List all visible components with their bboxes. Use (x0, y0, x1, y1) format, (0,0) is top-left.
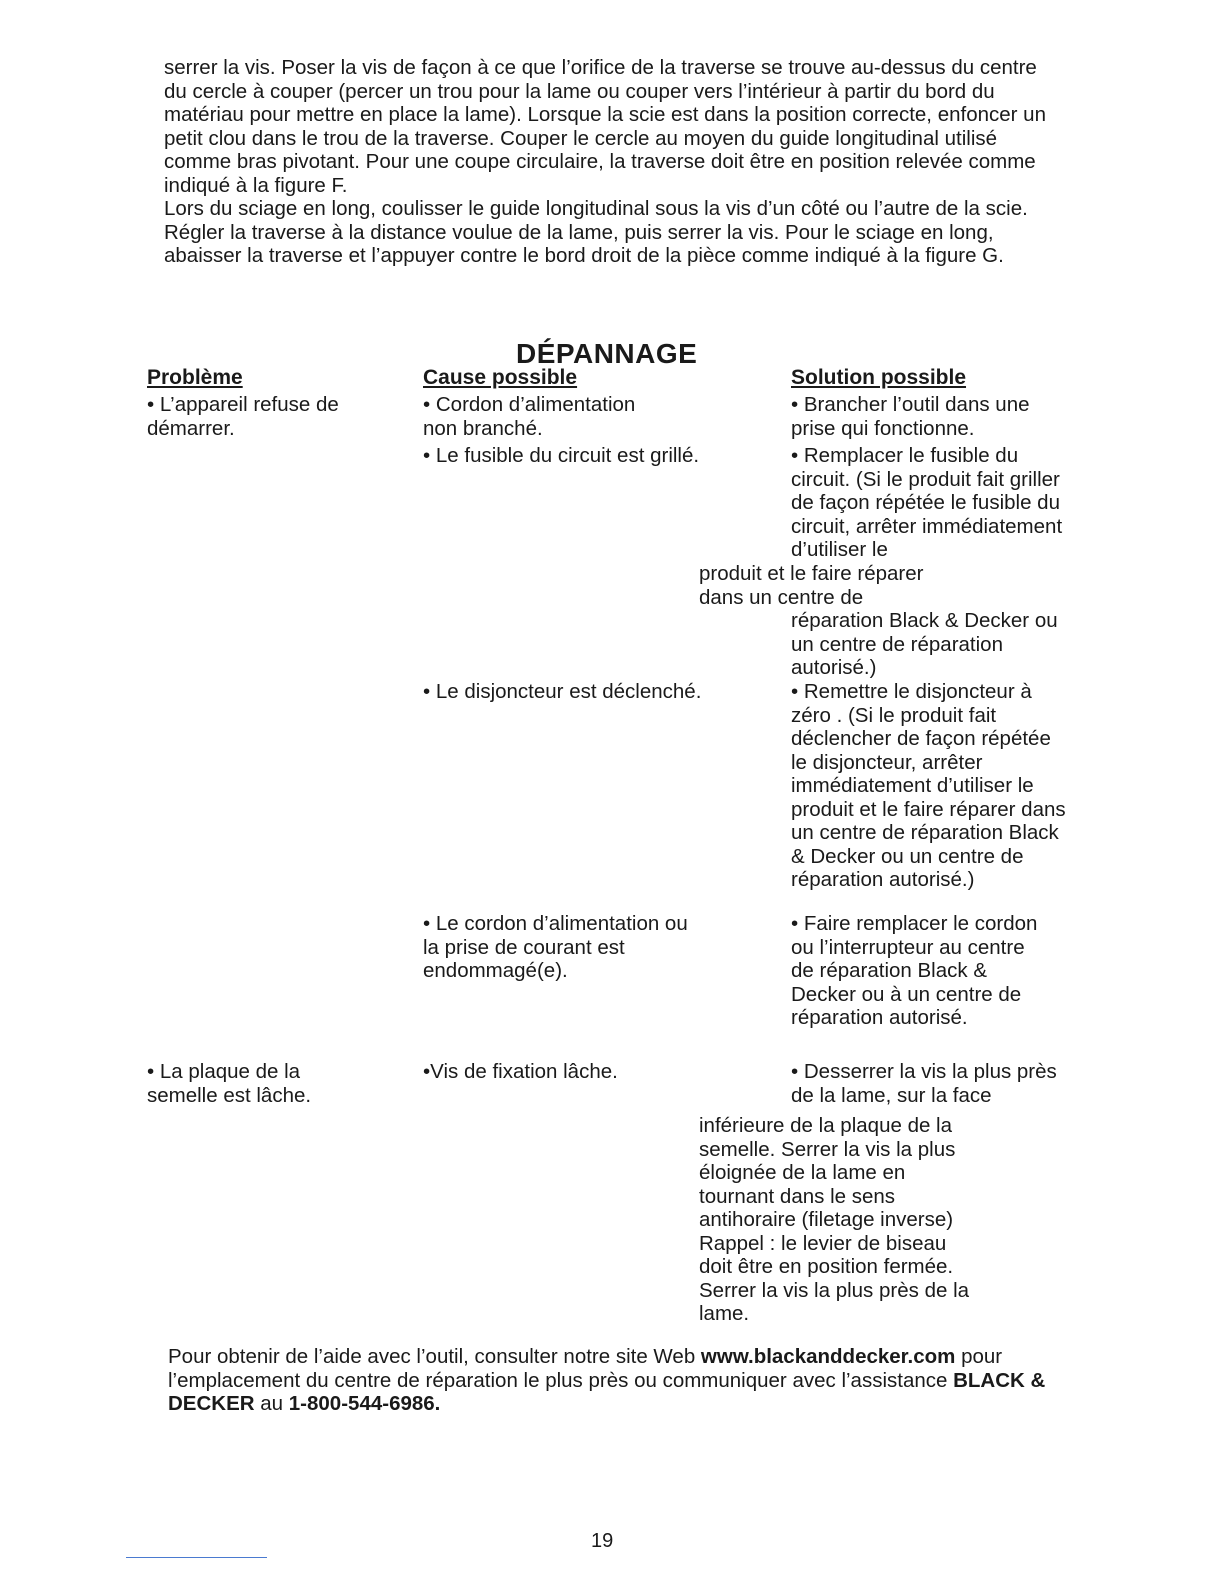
phone-number: 1-800-544-6986. (288, 1392, 441, 1415)
footer-help-text (168, 1345, 1048, 1416)
page-number: 19 (591, 1530, 614, 1552)
brand-name: BLACK & DECKER (168, 1368, 1046, 1415)
solution-item: • Remplacer le fusible du circuit. (Si le produit fait griller de façon répétée le fusible du circuit, arrêter immédiatement d’utiliser le (791, 444, 1063, 561)
footer-rule (126, 1557, 267, 1558)
solution-item: • Faire remplacer le cordon ou l’interrupteur au centre de réparation Black & Decker ou à un centre de réparation autorisé. (791, 912, 1038, 1029)
footer-text: Pour obtenir de l’aide avec l’outil, consulter notre site Web (168, 1345, 701, 1368)
cause-item: • Le fusible du circuit est grillé. (423, 444, 700, 467)
solution-item-continued: réparation Black & Decker ou un centre de réparation autorisé.) (791, 609, 1058, 679)
cause-item: • Le disjoncteur est déclenché. (423, 680, 702, 703)
footer-text: pour l’emplacement du centre de réparation le plus près ou communiquer avec l’assistance (168, 1345, 1003, 1392)
solution-item: • Brancher l’outil dans une prise qui fonctionne. (791, 393, 1030, 440)
column-header-solution: Solution possible (791, 366, 967, 389)
column-header-problem: Problème (147, 366, 243, 389)
cause-item: • Cordon d’alimentation non branché. (423, 393, 636, 440)
problem-item: • La plaque de la semelle est lâche. (147, 1060, 312, 1107)
intro-text (164, 56, 1064, 268)
solution-item-continued: produit et le faire réparer dans un centre de (699, 562, 924, 609)
footer-text: au (254, 1392, 289, 1415)
intro-paragraph-1: serrer la vis. Poser la vis de façon à ce que l’orifice de la traverse se trouve au-dessus du centre du cercle à couper (percer un trou pour la lame ou couper vers l’intérieur à partir du bord du matériau pour mettre en place la lame). Lorsque la scie est dans la position correcte, enfoncer un petit clou dans le trou de la traverse. Couper le cercle au moyen du guide longitudinal utilisé comme bras pivotant. Pour une coupe circulaire, la traverse doit être en position relevée comme indiqué à la figure F. (164, 56, 1046, 197)
intro-paragraph-2: Lors du sciage en long, coulisser le guide longitudinal sous la vis d’un côté ou l’autre de la scie. Régler la traverse à la distance voulue de la lame, puis serrer la vis. Pour le sciage en long, abaisser la traverse et l’appuyer contre le bord droit de la pièce comme indiqué à la figure G. (164, 197, 1028, 267)
solution-item: • Desserrer la vis la plus près de la lame, sur la face (791, 1060, 1057, 1107)
website-link[interactable]: www.blackanddecker.com (700, 1345, 956, 1368)
problem-item: • L’appareil refuse de démarrer. (147, 393, 339, 440)
section-title: DÉPANNAGE (516, 338, 698, 369)
column-header-cause: Cause possible (423, 366, 578, 389)
cause-item: • Le cordon d’alimentation ou la prise de courant est endommagé(e). (423, 912, 688, 982)
cause-item: •Vis de fixation lâche. (423, 1060, 618, 1083)
solution-item: • Remettre le disjoncteur à zéro . (Si le produit fait déclencher de façon répétée le disjoncteur, arrêter immédiatement d’utiliser le produit et le faire réparer dans un centre de réparation Black & Decker ou un centre de réparation autorisé.) (791, 680, 1066, 891)
solution-item-continued: inférieure de la plaque de la semelle. Serrer la vis la plus éloignée de la lame en tournant dans le sens antihoraire (filetage inverse) Rappel : le levier de biseau doit être en position fermée. Serrer la vis la plus près de la lame. (699, 1114, 970, 1325)
